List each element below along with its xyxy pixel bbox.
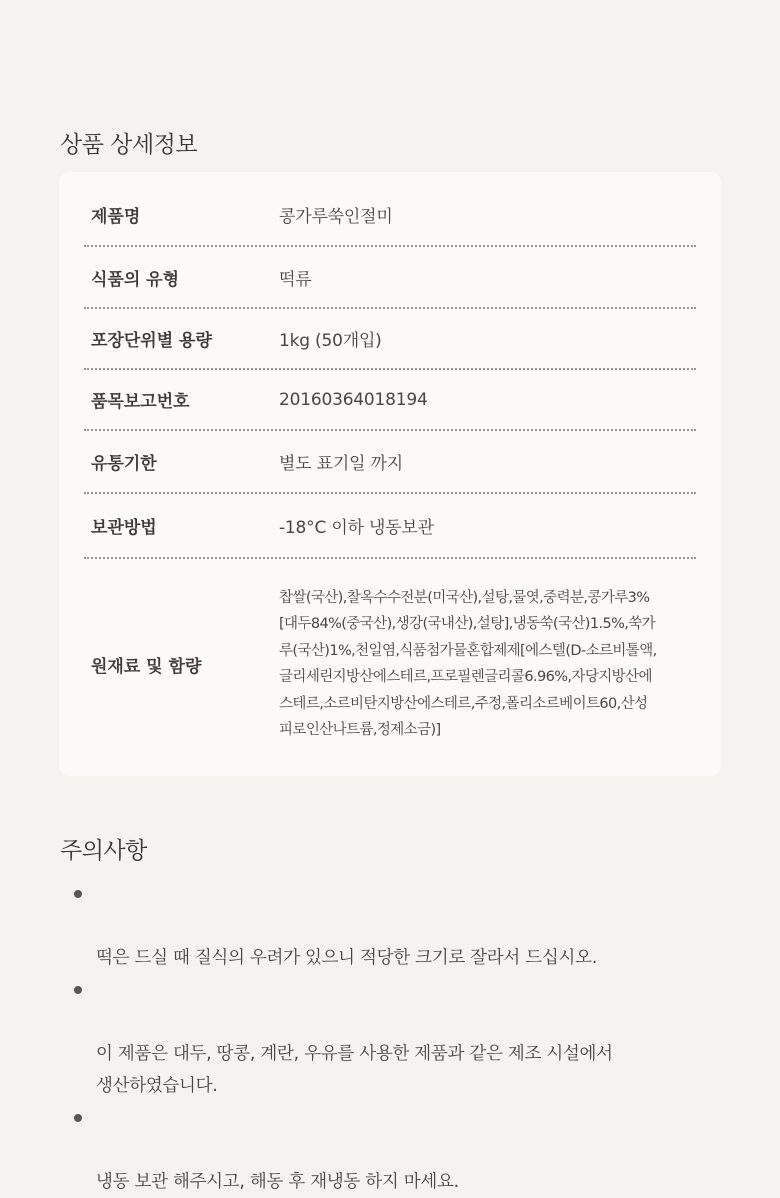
info-label: 원재료 및 함량 xyxy=(91,656,202,677)
info-label: 품목보고번호 xyxy=(91,392,190,412)
info-row-product-name xyxy=(84,184,696,247)
info-label: 유통기한 xyxy=(91,454,157,474)
info-value: 1kg (50개입) xyxy=(279,331,382,351)
caution-text: 이 제품은 대두, 땅콩, 계란, 우유를 사용한 제품과 같은 제조 시설에서 생산하였습니다. xyxy=(96,1044,613,1096)
info-label: 식품의 유형 xyxy=(91,269,180,290)
caution-item xyxy=(72,974,712,1102)
info-value: 떡류 xyxy=(279,269,312,290)
info-row-expiration xyxy=(84,431,696,494)
caution-item xyxy=(72,878,712,974)
info-value: 콩가루쑥인절미 xyxy=(279,207,393,227)
info-row-food-type xyxy=(84,247,696,309)
info-value: 별도 표기일 까지 xyxy=(279,454,403,474)
info-row-ingredients xyxy=(84,559,696,769)
section-title-caution: 주의사항 xyxy=(60,838,147,864)
info-value: -18°C 이하 냉동보관 xyxy=(279,518,434,538)
bullet-dot-icon xyxy=(74,986,82,994)
caution-list xyxy=(72,878,712,1198)
info-label: 제품명 xyxy=(91,207,141,227)
caution-text: 떡은 드실 때 질식의 우려가 있으니 적당한 크기로 잘라서 드십시오. xyxy=(96,948,597,968)
info-row-report-number xyxy=(84,370,696,431)
section-title-product-detail: 상품 상세정보 xyxy=(60,132,198,158)
caution-text: 냉동 보관 해주시고, 해동 후 재냉동 하지 마세요. xyxy=(96,1172,459,1192)
info-row-storage xyxy=(84,494,696,559)
info-label: 보관방법 xyxy=(91,518,157,538)
bullet-dot-icon xyxy=(74,1114,82,1122)
bullet-dot-icon xyxy=(74,890,82,898)
info-label: 포장단위별 용량 xyxy=(91,331,212,351)
info-row-package-volume xyxy=(84,309,696,370)
info-value-ingredients: 찹쌀(국산),찰옥수수전분(미국산),설탕,물엿,중력분,콩가루3% [대두84%(중국산),생강(국내산),설탕],냉동쑥(국산)1.5%,쑥가 루(국산)1%,천일염,식품첨가물혼합제제[에스텔(D-소르비톨액, 글리세린지방산에스테르,프로필렌글리콜6.96%,자당지방산에 스테르,소르비탄지방산에스테르,주정,폴리소르베이트60,산성 피로인산나트륨,정제소금)] xyxy=(279,589,657,738)
product-info-card xyxy=(59,172,721,776)
caution-item xyxy=(72,1102,712,1198)
info-value: 20160364018194 xyxy=(279,389,428,410)
